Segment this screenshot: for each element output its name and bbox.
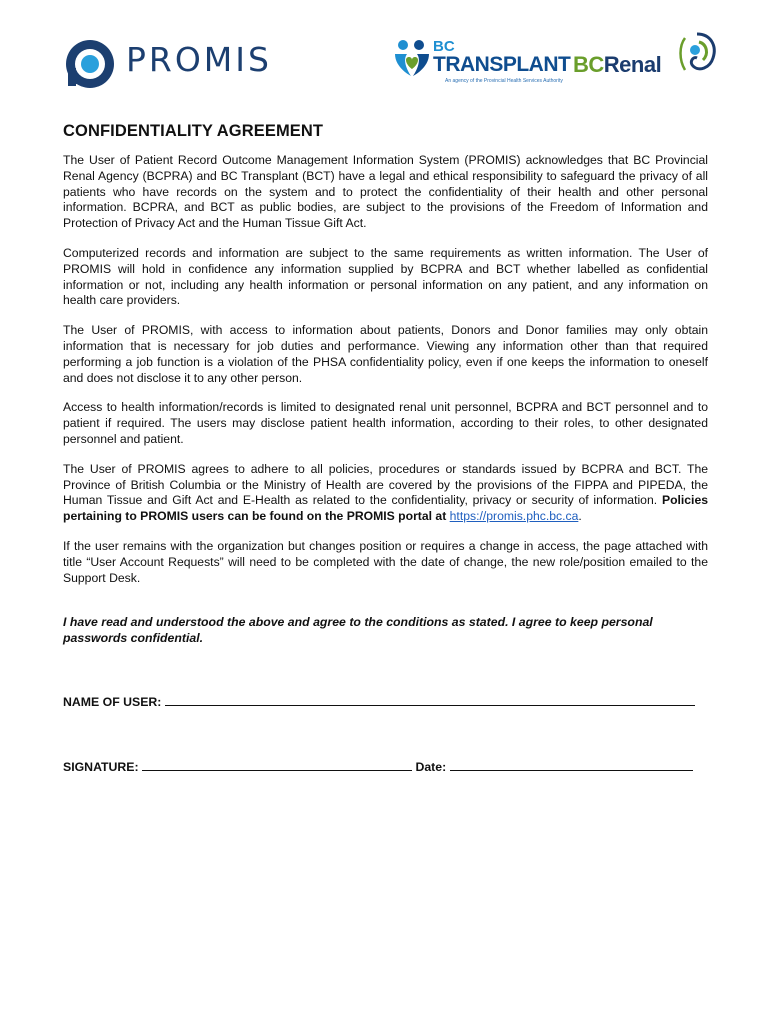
paragraph-health-information: Access to health information/records is limited to designated renal unit personnel, BCPRA and BCT personnel and to patient if required. The users may disclose patient health information, according to their roles, to other designated personnel and patient. [63, 400, 708, 446]
name-of-user-field [63, 694, 695, 709]
bc-transplant-tagline: An agency of the Provincial Health Services Authority [445, 78, 563, 84]
bc-renal-logo [571, 30, 721, 82]
signature-field [63, 759, 693, 774]
signature-label: SIGNATURE: [63, 760, 139, 774]
promis-portal-link[interactable]: https://promis.phc.bc.ca [449, 509, 579, 524]
bc-renal-logo-mark [675, 30, 721, 80]
paragraph-access-limits: The User of PROMIS, with access to information about patients, Donors and Donor families may only obtain information that is necessary for job duties and performance. Viewing any information other than that required performing a job function is a violation of the PHSA confidentiality policy, even if one keeps the information to oneself and does not disclose it to any other person. [63, 323, 708, 385]
agreement-statement: I have read and understood the above and agree to the conditions as stated. I agree to keep personal passwords confidential. [63, 615, 653, 646]
policies-text: The User of PROMIS agrees to adhere to all policies, procedures or standards issued by BCPRA and BCT. The Province of British Columbia or the Ministry of Health are covered by the provisions of the FIPPA and PIPEDA, the Human Tissue and Gift Act and E-Health as related to the confidentiality, privacy or security of information. [63, 461, 708, 508]
bc-renal-text [573, 52, 661, 78]
promis-logo-mark [64, 38, 116, 90]
promis-logo-text: PROMIS [126, 40, 272, 79]
bc-transplant-logo [393, 38, 571, 84]
paragraph-policies [63, 462, 708, 525]
policies-end: . [578, 509, 582, 524]
paragraph-computerized-records: Computerized records and information are subject to the same requirements as written information. The User of PROMIS will hold in confidence any information supplied by BCPRA and BCT whether labelled as confidential information or not, including any health information or personal information on any patient, and any information on health care providers. [63, 245, 708, 308]
bc-renal-bc: BC [573, 52, 604, 77]
paragraph-position-change: If the user remains with the organization but changes position or requires a change in access, the page attached with title “User Account Requests” will need to be completed with the date of change, the new role/position emailed to the Support Desk. [63, 538, 708, 585]
policies-bold-text: Policies pertaining to PROMIS users can be found on the PROMIS portal at [63, 493, 709, 524]
date-line[interactable] [450, 759, 693, 771]
name-of-user-line[interactable] [165, 694, 695, 706]
name-of-user-label: NAME OF USER: [63, 695, 162, 709]
agreement-body [63, 122, 708, 646]
bc-transplant-bc: BC [433, 38, 455, 55]
bc-transplant-name: TRANSPLANT [433, 53, 571, 76]
bc-transplant-logo-mark [393, 38, 431, 78]
bc-renal-renal: Renal [603, 52, 662, 77]
date-label: Date: [415, 760, 447, 774]
page-title: CONFIDENTIALITY AGREEMENT [63, 122, 324, 140]
paragraph-acknowledgement: The User of Patient Record Outcome Management Information System (PROMIS) acknowledges that BC Provincial Renal Agency (BCPRA) and BC Transplant (BCT) have a legal and ethical responsibility to safeguard the privacy of all patients who have records on the system and to protect the confidentiality of their health and other personal information. BCPRA, and BCT as public bodies, are subject to the provisions of the Freedom of Information and Protection of Privacy Act and the Human Tissue Gift Act. [63, 153, 708, 231]
promis-logo [64, 38, 288, 90]
signature-line[interactable] [142, 759, 412, 771]
